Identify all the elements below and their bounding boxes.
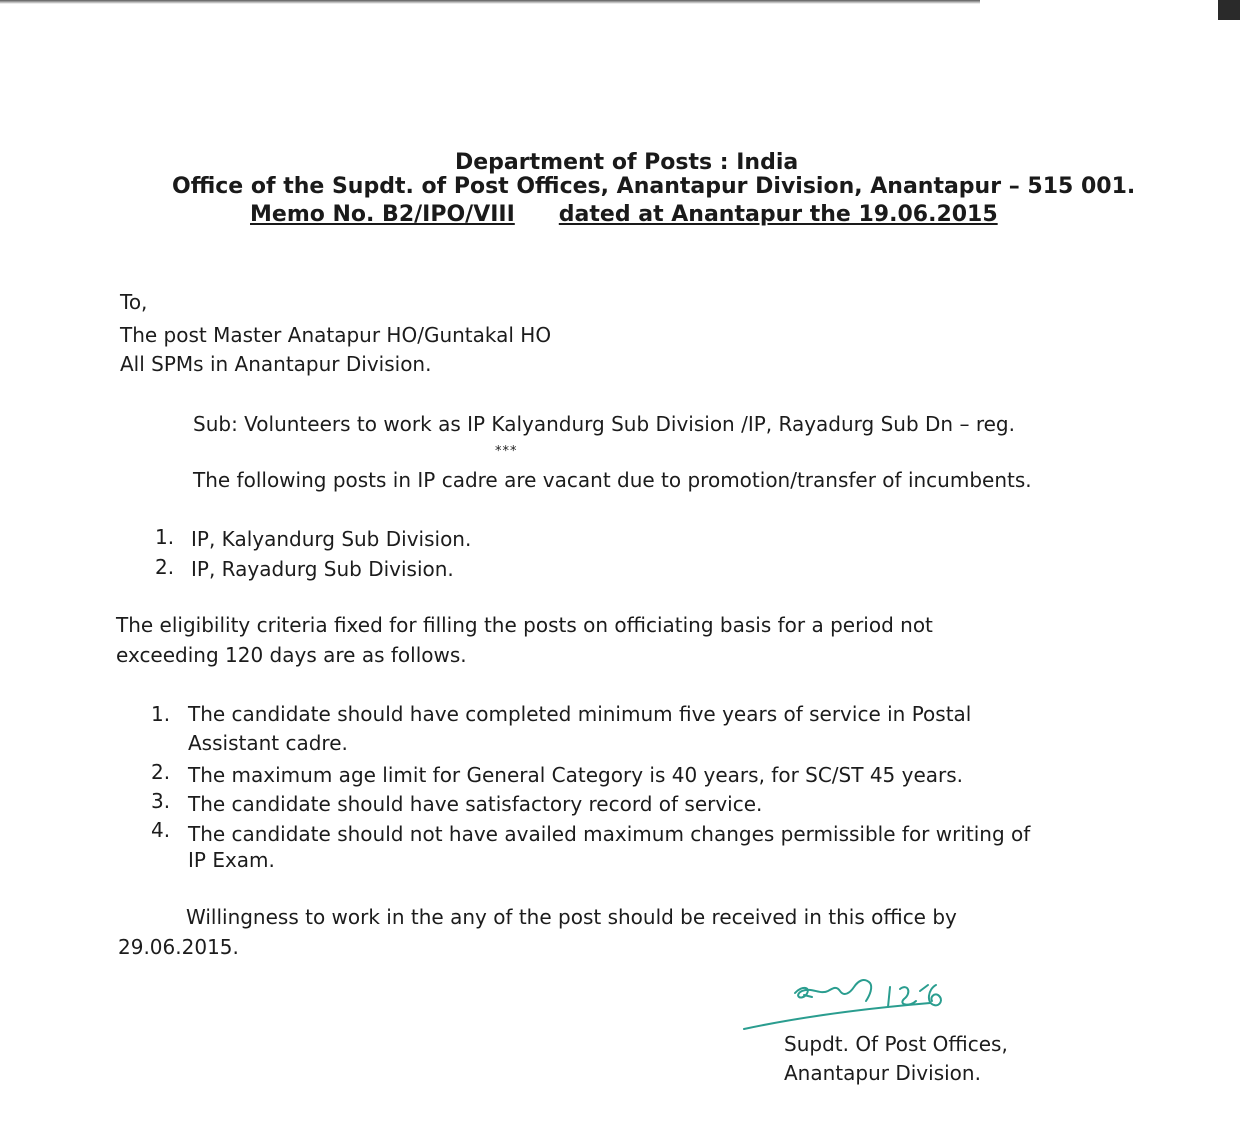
criterion-number: 2.: [151, 760, 171, 784]
criterion-number: 3.: [151, 789, 171, 813]
post-item: IP, Rayadurg Sub Division.: [191, 557, 454, 581]
subject-line: Sub: Volunteers to work as IP Kalyandurg Sub Division /IP, Rayadurg Sub Dn – reg.: [193, 412, 1015, 436]
criterion-line: IP Exam.: [188, 848, 275, 872]
post-number: 1.: [155, 525, 175, 549]
criterion-line: The maximum age limit for General Category is 40 years, for SC/ST 45 years.: [188, 763, 964, 787]
post-number: 2.: [155, 555, 175, 579]
separator-stars: ***: [495, 444, 518, 459]
office-title: Office of the Supdt. of Post Offices, Anantapur Division, Anantapur – 515 001.: [172, 174, 1136, 199]
post-item: IP, Kalyandurg Sub Division.: [191, 527, 472, 551]
address-line-2: All SPMs in Anantapur Division.: [120, 352, 432, 376]
address-line-1: The post Master Anatapur HO/Guntakal HO: [120, 323, 552, 347]
signatory-division: Anantapur Division.: [784, 1061, 981, 1085]
scan-edge-corner: [1218, 0, 1240, 20]
criterion-line: The candidate should not have availed maximum changes permissible for writing of: [188, 822, 1031, 846]
eligibility-intro-line-2: exceeding 120 days are as follows.: [116, 643, 467, 667]
criterion-number: 4.: [151, 818, 171, 842]
handwritten-signature: [740, 965, 980, 1040]
eligibility-intro-line-1: The eligibility criteria fixed for filling the posts on officiating basis for a period not: [116, 613, 933, 637]
department-title: Department of Posts : India: [455, 150, 799, 175]
scan-edge-top: [0, 0, 980, 4]
signatory-designation: Supdt. Of Post Offices,: [784, 1032, 1008, 1056]
criterion-number: 1.: [151, 702, 171, 726]
criterion-line: Assistant cadre.: [188, 731, 348, 755]
memo-date: dated at Anantapur the 19.06.2015: [558, 202, 998, 227]
intro-paragraph: The following posts in IP cadre are vacant due to promotion/transfer of incumbents.: [193, 468, 1032, 492]
closing-line-2: 29.06.2015.: [118, 935, 239, 959]
criterion-line: The candidate should have completed minimum five years of service in Postal: [188, 702, 972, 726]
memo-number: Memo No. B2/IPO/VIII: [250, 202, 515, 227]
address-to: To,: [120, 290, 148, 314]
memo-line: [250, 202, 998, 227]
criterion-line: The candidate should have satisfactory record of service.: [188, 792, 763, 816]
closing-line-1: Willingness to work in the any of the post should be received in this office by: [186, 905, 957, 929]
